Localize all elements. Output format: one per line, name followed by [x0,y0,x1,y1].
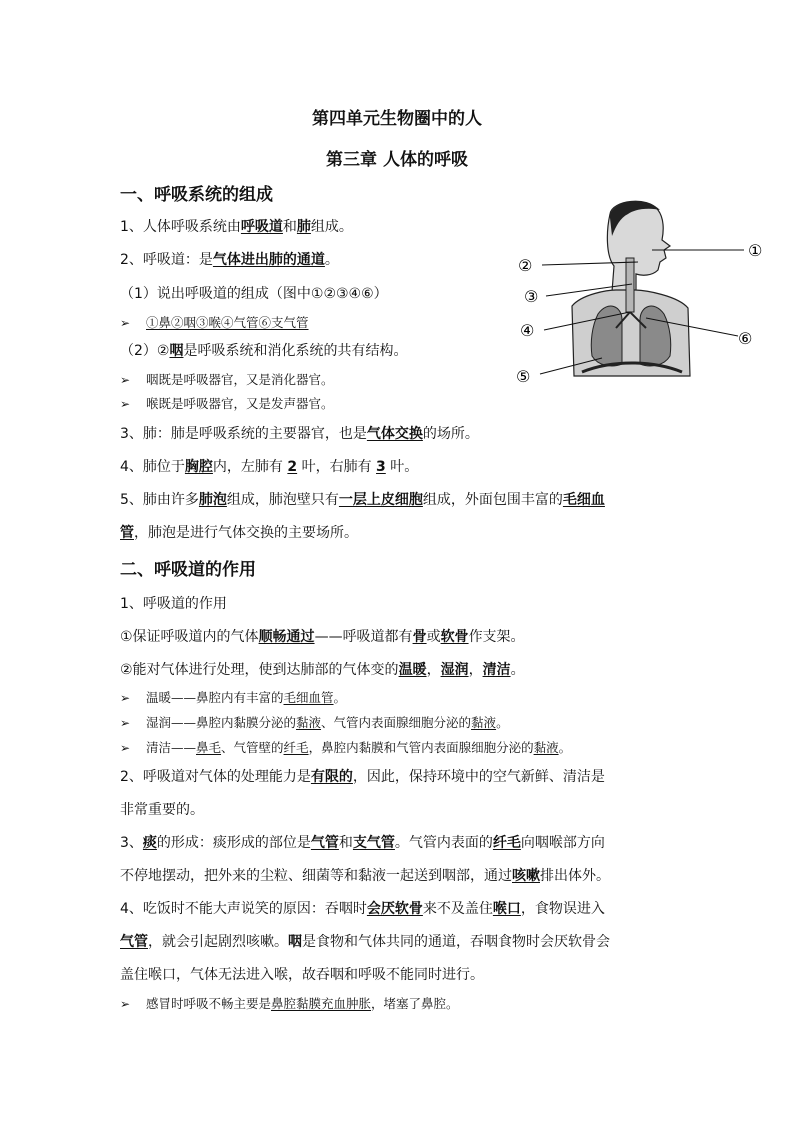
note-cold: ➢ 感冒时呼吸不畅主要是鼻腔黏膜充血肿胀，堵塞了鼻腔。 [120,996,459,1011]
figure-label-6: ⑥ [738,329,753,348]
figure-label-1: ① [748,241,763,260]
text-line-2: 2、呼吸道：是气体进出肺的通道。 [120,252,339,268]
chapter-title: 第三章 人体的呼吸 [326,150,468,170]
unit-title: 第四单元生物圈中的人 [312,109,482,129]
text-line-11b: 非常重要的。 [120,802,204,818]
respiratory-system-figure [512,196,772,392]
text-line-1: 1、人体呼吸系统由呼吸道和肺组成。 [120,219,353,235]
text-line-7: 5、肺由许多肺泡组成，肺泡壁只有一层上皮细胞组成，外面包围丰富的毛细血 [120,492,605,508]
text-line-12: 3、痰的形成：痰形成的部位是气管和支气管。气管内表面的纤毛向咽喉部方向 [120,835,605,851]
text-line-10: ②能对气体进行处理，使到达肺部的气体变的温暖，湿润，清洁。 [120,662,525,678]
text-line-11: 2、呼吸道对气体的处理能力是有限的，因此，保持环境中的空气新鲜、清洁是 [120,769,605,785]
note-larynx: ➢ 喉既是呼吸器官，又是发声器官。 [120,396,334,411]
text-line-8: 1、呼吸道的作用 [120,596,227,612]
text-line-5: 3、肺：肺是呼吸系统的主要器官，也是气体交换的场所。 [120,426,479,442]
figure-label-4: ④ [520,321,535,340]
section-heading-2: 二、呼吸道的作用 [120,560,256,580]
figure-label-2: ② [518,256,533,275]
note-clean: ➢ 清洁——鼻毛、气管壁的纤毛，鼻腔内黏膜和气管内表面腺细胞分泌的黏液。 [120,740,572,755]
text-line-3: （1）说出呼吸道的组成（图中①②③④⑥） [120,286,388,302]
note-warm: ➢ 温暖——鼻腔内有丰富的毛细血管。 [120,690,347,705]
text-line-13b: 气管，就会引起剧烈咳嗽。咽是食物和气体共同的通道，吞咽食物时会厌软骨会 [120,934,610,950]
text-line-7b: 管，肺泡是进行气体交换的主要场所。 [120,525,358,541]
note-moist: ➢ 湿润——鼻腔内黏膜分泌的黏液、气管内表面腺细胞分泌的黏液。 [120,715,509,730]
text-line-4: （2）②咽是呼吸系统和消化系统的共有结构。 [120,343,408,359]
section-heading-1: 一、呼吸系统的组成 [120,185,273,205]
note-pharynx: ➢ 咽既是呼吸器官，又是消化器官。 [120,372,334,387]
figure-label-5: ⑤ [516,367,531,386]
note-airway-parts: ➢ ①鼻②咽③喉④气管⑥支气管 [120,315,309,330]
text-line-6: 4、肺位于胸腔内，左肺有 2 叶，右肺有 3 叶。 [120,459,419,475]
figure-label-3: ③ [524,287,539,306]
text-line-12b: 不停地摆动，把外来的尘粒、细菌等和黏液一起送到咽部，通过咳嗽排出体外。 [120,868,610,884]
text-line-9: ①保证呼吸道内的气体顺畅通过——呼吸道都有骨或软骨作支架。 [120,629,525,645]
text-line-13: 4、吃饭时不能大声说笑的原因：吞咽时会厌软骨来不及盖住喉口，食物误进入 [120,901,605,917]
text-line-13c: 盖住喉口，气体无法进入喉，故吞咽和呼吸不能同时进行。 [120,967,484,983]
